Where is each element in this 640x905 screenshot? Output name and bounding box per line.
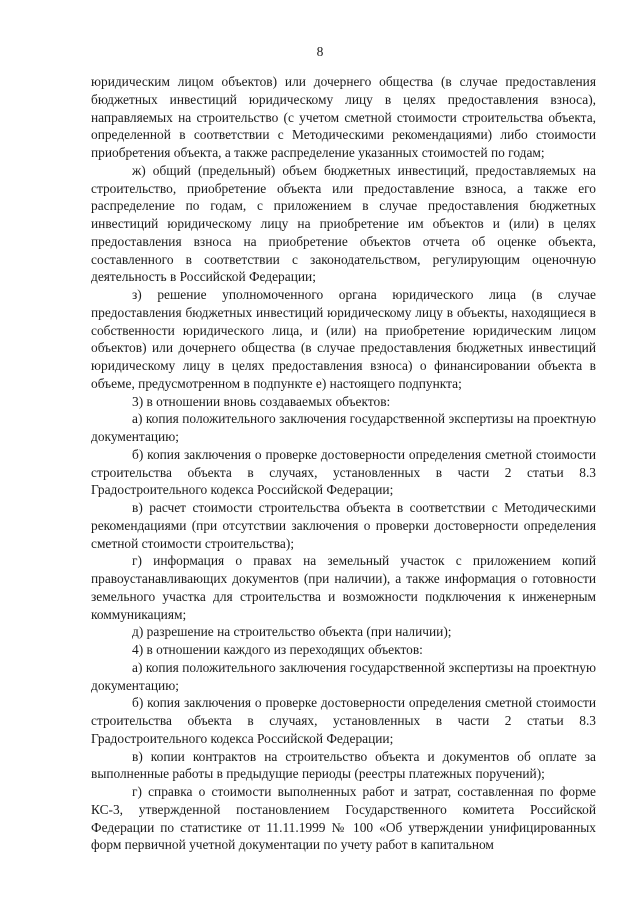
paragraph: в) расчет стоимости строительства объекта в соответствии с Методическими рекомендациями (при отсутствии заключения о проверки достоверности определения сметной стоимости строительства); (91, 500, 596, 551)
document-body (91, 73, 596, 854)
paragraph: д) разрешение на строительство объекта (при наличии); (132, 624, 452, 640)
paragraph: з) решение уполномоченного органа юридического лица (в случае предоставления бюджетных инвестиций юридическому лицу в объекты, находящиеся в собственности юридического лица, и (или) на приобретение юридическим лицом объектов) или дочернего общества (в случае предоставления бюджетных инвестиций юридическому лицу в целях предоставления взноса) о финансировании объекта в объеме, предусмотренном в подпункте е) настоящего подпункта; (91, 287, 596, 391)
paragraph: г) информация о правах на земельный участок с приложением копий правоустанавливающих документов (при наличии), а также информация о готовности земельного участка для строительства и возможности подключения к инженерным коммуникациям; (91, 553, 596, 622)
paragraph: г) справка о стоимости выполненных работ и затрат, составленная по форме КС-3, утвержденной постановлением Государственного комитета Российской Федерации по статистике от 11.11.1999 № 100 «Об утверждении унифицированных форм первичной учетной документации по учету работ в капитальном (91, 784, 596, 853)
paragraph: в) копии контрактов на строительство объекта и документов об оплате за выполненные работы в предыдущие периоды (реестры платежных поручений); (91, 748, 596, 782)
paragraph: 3) в отношении вновь создаваемых объектов: (132, 393, 391, 409)
paragraph: б) копия заключения о проверке достоверности определения сметной стоимости строительства объекта в случаях, установленных в части 2 статьи 8.3 Градостроительного кодекса Российской Федерации; (91, 446, 596, 498)
paragraph: юридическим лицом объектов) или дочернего общества (в случае предоставления бюджетных инвестиций юридическому лицу в целях предоставления взноса), направляемых на строительство (с учетом сметной стоимости строительства объекта, определенной в соответствии с Методическими рекомендациями) либо стоимости приобретения объекта, а также распределение указанных стоимостей по годам; (91, 74, 596, 160)
paragraph: ж) общий (предельный) объем бюджетных инвестиций, предоставляемых на строительство, приобретение объекта или предоставление взноса, а также его распределение по годам, с приложением в случае предоставления бюджетных инвестиций юридическому лицу на приобретение им объектов и (или) в целях предоставления взноса на приобретение объектов отчета об оценке объекта, составленного в соответствии с законодательством, регулирующим оценочную деятельность в Российской Федерации; (91, 162, 596, 285)
paragraph: а) копия положительного заключения государственной экспертизы на проектную документацию; (91, 659, 596, 693)
paragraph: б) копия заключения о проверке достоверности определения сметной стоимости строительства объекта в случаях, установленных в части 2 статьи 8.3 Градостроительного кодекса Российской Федерации; (91, 695, 596, 746)
paragraph: 4) в отношении каждого из переходящих объектов: (132, 642, 423, 657)
page-number: 8 (316, 44, 324, 59)
paragraph: а) копия положительного заключения государственной экспертизы на проектную документацию; (91, 411, 596, 444)
